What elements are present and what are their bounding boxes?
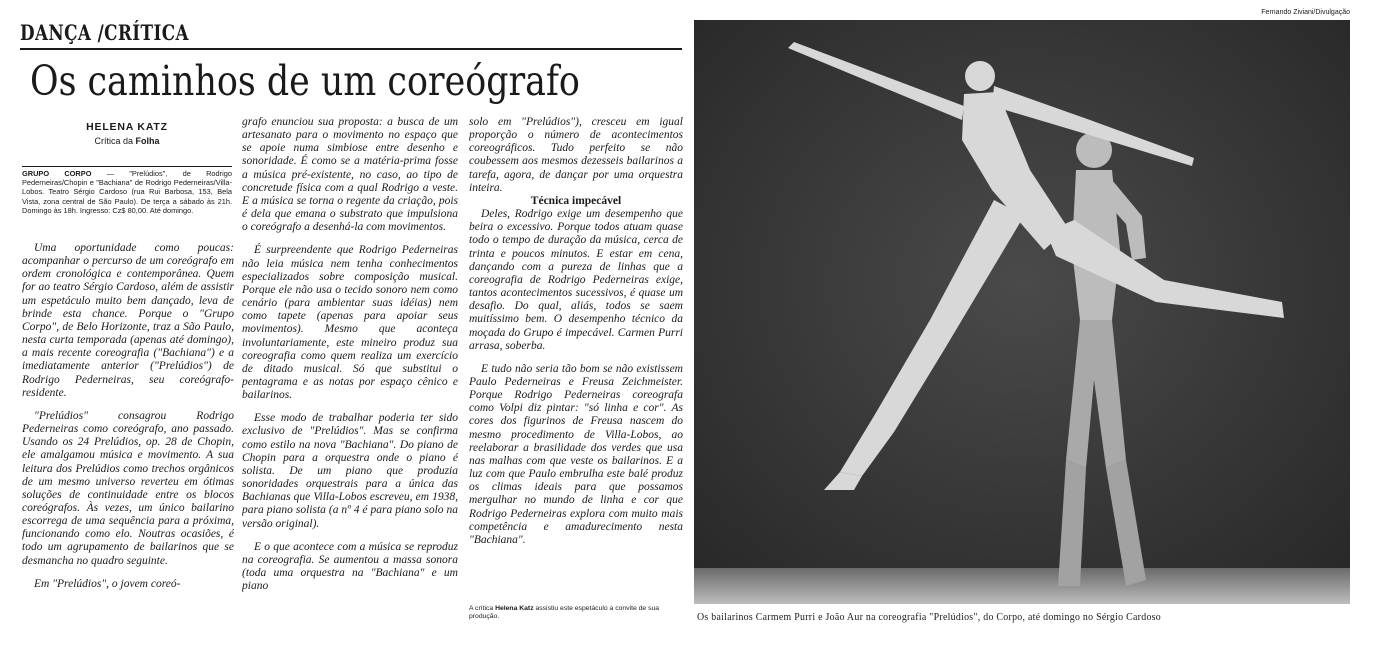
section-label: DANÇA /CRÍTICA [20,20,189,45]
dance-photo [694,20,1350,604]
paragraph: Esse modo de trabalhar poderia ter sido exclusivo de "Prelúdios". Mas se confirma como estilo na nova "Bachiana". Do piano de Chopin para a orquestra onde o piano é solista. De um piano que produzia sonoridades orquestrais para a única das Bachianas que Villa-Lobos escreveu, em 1938, para piano solista (a nº 4 é para piano solo na versão original). [242,412,458,530]
newspaper-name: Folha [135,136,160,146]
show-credits [22,166,232,215]
article-headline: Os caminhos de um coreógrafo [30,57,580,105]
company-name: GRUPO CORPO [22,169,92,178]
article-column-1 [22,242,234,632]
article-column-3 [469,116,683,600]
subheading: Técnica impecável [530,194,622,207]
dancers-illustration [694,20,1350,604]
paragraph: E tudo não seria tão bom se não existissem Paulo Pederneiras e Freusa Zeichmeister. Porque Rodrigo Pederneiras coreografa como Volpi diz pintar: "só linha e cor". As cores dos figurinos de Freusa nascem do mesmo procedimento de Villa-Lobos, ao reelaborar a brasilidade dos verdes que usa nas malhas com que veste os bailarinos. E a luz com que Paulo embrulha este balé produz os climas ideais para que possamos mergulhar no mundo de linha e cor que Rodrigo Pederneiras explora com muito mais competência e amadurecimento nesta "Bachiana". [469,362,683,546]
author-name: HELENA KATZ [86,121,168,133]
byline [22,121,232,146]
show-details: — "Prelúdios", de Rodrigo Pederneiras/Chopin e "Bachiana" de Rodrigo Pederneiras/Villa-Lobos. Teatro Sérgio Cardoso (rua Rui Barbosa, 153, Bela Vista, zona central de São Paulo). De terça a sábado às 21h. Domingo às 18h. Ingresso: Cz$ 80,00. Até domingo. [22,169,232,215]
paragraph: "Prelúdios" consagrou Rodrigo Pederneiras como coreógrafo, ano passado. Usando os 24 Prelúdios, op. 28 de Chopin, ele amalgamou música e movimento. A sua leitura dos Prelúdios como trechos orgânicos de um mesmo universo reverteu em ótimas soluções de continuidade entre os blocos coreógrafos. Às vezes, um único bailarino escorrega de uma sequência para a próxima, funcionando como elo. Noutras ocasiões, é todo um agrupamento de bailarinos que se desmancha no quadro seguinte. [22,409,234,567]
author-role: Crítica da Folha [94,136,160,146]
section-header [20,18,682,50]
article-column-2 [242,116,458,632]
paragraph: É surpreendente que Rodrigo Pederneiras não leia música nem tenha conhecimentos especializados sobre composição musical. Porque ele não usa o tecido sonoro nem como cenário (para ambientar suas idéias) nem como tapete (apenas para apoiar seus movimentos). Mesmo que aconteça involuntariamente, este mineiro produz sua coreografia como quem realiza um exercício de ditado musical. Só que substitui o pentagrama e as notas por espaço cênico e bailarinos. [242,244,458,402]
paragraph: E o que acontece com a música se reproduz na coreografia. Se aumentou a massa sonora (toda uma orquestra na "Bachiana" e um piano [242,540,458,593]
photo-credit: Fernando Ziviani/Divulgação [1261,9,1350,16]
paragraph: grafo enunciou sua proposta: a busca de um artesanato para o movimento no espaço que se apoie numa simbiose entre desenho e sonoridade. É como se a matéria-prima fosse a música pré-existente, no caso, ao tipo de concretude física com a qual Rodrigo a veste. E a música se torna o regente da criação, pois é dela que emana o substrato que impulsiona o coreógrafo a desenhá-la com movimentos. [242,116,458,234]
author-footnote: A crítica Helena Katz assistiu este espetáculo a convite de sua produção. [469,605,660,621]
photo-caption: Os bailarinos Carmem Purri e João Aur na coreografia "Prelúdios", do Corpo, até domingo no Sérgio Cardoso [697,612,1162,623]
paragraph: solo em "Prelúdios"), cresceu em igual proporção o número de acontecimentos coreográficos. Tudo perfeito se não coubessem aos mesmos dezesseis bailarinos a tarefa, agora, de dançar por uma orquestra inteira. [469,116,683,194]
paragraph: Uma oportunidade como poucas: acompanhar o percurso de um coreógrafo em ordem cronológica e contemporânea. Quem for ao teatro Sérgio Cardoso, além de assistir um espetáculo muito bem dançado, leva de brinde esta chance. Porque o "Grupo Corpo", de Belo Horizonte, traz a São Paulo, nesta curta temporada (apenas até domingo), a mais recente coreografia ("Bachiana") e a imediatamente anterior ("Prelúdios") de Rodrigo Pederneiras, seu coreógrafo-residente. [22,242,234,399]
paragraph: Deles, Rodrigo exige um desempenho que beira o excessivo. Porque todos atuam quase todo o tempo de duração da música, cerca de trinta e poucos minutos. E estar em cena, dançando com a pureza de linhas que a coreografia de Rodrigo Pederneiras exige, tantos acontecimentos sucessivos, é quase um desafio. Do qual, aliás, todos se saem muitíssimo bem. O desempenho técnico da moçada do Grupo é impecável. Carmen Purri arrasa, soberba. [469,208,683,352]
paragraph: Em "Prelúdios", o jovem coreó- [34,577,181,590]
